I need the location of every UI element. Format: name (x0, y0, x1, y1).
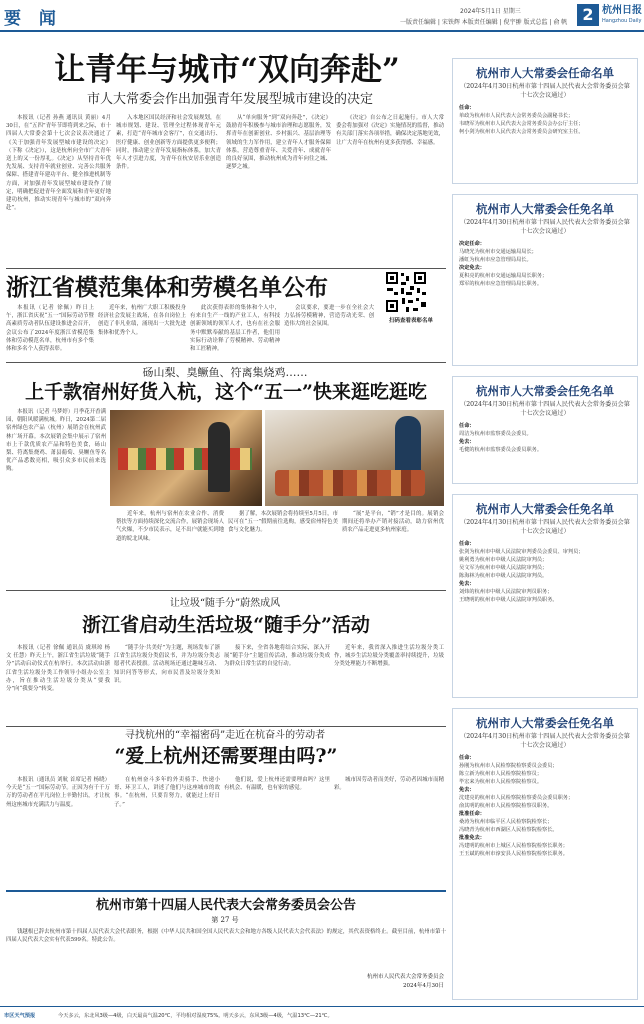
newspaper-logo-en: Hangzhou Daily (602, 18, 642, 24)
story1-headline: 让青年与城市“双向奔赴” (54, 52, 400, 88)
appointment-box-5 (452, 708, 638, 1000)
box-entry: 俞其明的杭州市人民检察院检察员职务。 (459, 803, 553, 809)
box-title: 杭州市人大常委会任免名单 (476, 384, 614, 398)
box-entry: 潘虹为杭州市应急管理局局长。 (459, 257, 532, 263)
box-heading: 任命： (459, 423, 475, 429)
story4-col-2: “随手分·共美好”为主题，现场发布了浙江省生活垃圾分类倡议书，并为垃圾分类志愿者代表授旗。活动现场还通过趣味互动、知识问答等形式，向市民普及垃圾分类知识。 (114, 645, 220, 684)
weather-label: 市区天气预报 (4, 1013, 36, 1019)
box-entry: 王晓明的杭州市中级人民法院审判员职务。 (459, 597, 558, 603)
box-subtitle: （2024年4月30日杭州市第十四届人民代表大会常务委员会第十七次会议通过） (460, 219, 630, 235)
box-subtitle: （2024年4月30日杭州市第十四届人民代表大会常务委员会第十七次会议通过） (460, 401, 630, 417)
qr-code[interactable] (384, 270, 428, 314)
story4-col-1: 本报讯（记者 徐佩 通讯员 虞琪琼 杨文 任慧）昨天上午，浙江省生活垃圾“随手分”活动启动仪式在杭举行。本次活动由浙江省生活垃圾分类工作领导小组办公室主办，旨在推动生活垃圾分类从“要我分”向“我要分”转变。 (6, 645, 110, 693)
story5-col-4: 城市因劳动者而美好，劳动者因城市而精彩。 (334, 777, 444, 792)
box-entry: 张剑为杭州市中级人民法院审判委员会委员、审判员； (459, 549, 584, 555)
market-photo-left (110, 410, 262, 506)
box-entry: 姚利勇为杭州市中级人民法院审判员； (459, 557, 548, 563)
box-body (459, 104, 631, 136)
story2-col-3: 此次获得表彰的集体和个人中，有来自生产一线的产业工人，有科技创新领域的领军人才，也有在社会服务中默默奉献的基层工作者，他们用实际行动诠释了劳模精神、劳动精神和工匠精神。 (190, 305, 280, 353)
notice-title: 杭州市第十四届人民代表大会常务委员会公告 (95, 898, 356, 913)
box-entry: 马晓光为杭州市交通运输局局长； (459, 249, 537, 255)
story4-kicker: 让垃圾“随手分”蔚然成风 (169, 598, 281, 609)
story4-headline: 浙江省启动生活垃圾“随手分”活动 (82, 614, 370, 636)
section-title: 要 闻 (4, 9, 62, 29)
story3-col-1: 本报讯（记者 马梦婷）月季花开香满园，朝阳风暖满杭城。昨日，2024第二届宿州绿色农产品（杭州）展销会在杭州武林广场开幕。本次展销会集中展示了宿州市上千款优质农产品和特色美食，砀山梨、符离集烧鸡、萧县葡萄、臭鳜鱼等名优产品悉数亮相，吸引众多市民前来选购。 (6, 409, 106, 473)
box-heading: 免去： (459, 581, 475, 587)
box-entry: 孙刚为杭州市人民检察院检察委员会委员； (459, 763, 558, 769)
box-entry: 吴文军为杭州市中级人民法院审判员； (459, 565, 548, 571)
story1-col-3: 从“单向服务”到“双向奔赴”，《决定》鼓励青年积极参与城市治理和志愿服务，发挥青年在创新创业、乡村振兴、基层治理等领域的生力军作用，建立青年人才服务保障体系，营造尊重青年、关爱青年、成就青年的良好氛围，推动杭州成为青年向往之城、逐梦之城。 (226, 115, 331, 171)
story2-headline: 浙江省模范集体和劳模名单公布 (6, 274, 328, 301)
story4-col-4: 近年来，我省深入推进生活垃圾分类工作，城乡生活垃圾分类覆盖率持续提升，垃圾分类处理能力不断增强。 (334, 645, 444, 668)
story3-kicker: 砀山梨、臭鳜鱼、符离集烧鸡…… (142, 366, 308, 379)
date-line: 2024年5月1日 星期三 (460, 8, 521, 15)
story1-col-4: 《决定》自公布之日起施行。市人大常委会将加强对《决定》实施情况的监督，推动有关部门落实各项举措，确保决定落地见效，让广大青年在杭州有更多获得感、幸福感。 (336, 115, 444, 146)
box-entry: 毛健的杭州市监察委员会委员职务。 (459, 447, 543, 453)
editor-line: 一版责任编辑 | 宋铁辉 本版责任编辑 | 倪宇翀 版式总监 | 俞 帆 (400, 19, 568, 26)
box-entry: 冯建明的杭州市上城区人民检察院检察长职务； (459, 843, 568, 849)
story5-col-1: 本报讯（通讯员 刘航 首席记者 杨晓）今天是“五一”国际劳动节。正因为有千千万万的劳动者在平凡岗位上辛勤付出，才让杭州这座城市充满活力与温度。 (6, 777, 110, 808)
box-entry: 冯晓青为杭州市西湖区人民检察院检察长。 (459, 827, 558, 833)
story3-col-2: 近年来，杭州与宿州在农业合作、消费帮扶等方面持续深化交流合作，展销会现场人气火爆，不少市民表示，足不出户就能买到地道的皖北风味。 (116, 511, 224, 542)
box-entry: 周洁为杭州市监察委员会委员。 (459, 431, 532, 437)
box-entry: 王玉斌的杭州市淳安县人民检察院检察长职务。 (459, 851, 568, 857)
box-title: 杭州市人大常委会任命名单 (476, 66, 614, 80)
box-entry: 柯小剑为杭州市人民代表大会常务委员会研究室主任。 (459, 129, 584, 135)
story2-col-2: 近年来，杭州广大职工积极投身经济社会发展主战场，在各自岗位上创造了非凡业绩，涌现出一大批先进集体和优秀个人。 (98, 305, 186, 336)
notice-signature: 杭州市人民代表大会常务委员会 (366, 974, 444, 980)
box-entry: 沈建亮的杭州市人民检察院检察委员会委员职务； (459, 795, 574, 801)
story3-col-4: “展”是平台，“销”才是目的。展销会期间还将举办产销对接活动，助力宿州优质农产品走进更多杭州家庭。 (342, 511, 444, 534)
box-title: 杭州市人大常委会任免名单 (476, 202, 614, 216)
story5-col-2: 在杭州奋斗多年的外卖骑手、快递小哥、环卫工人，讲述了他们与这座城市的故事。“在杭州，只要肯努力，就能过上好日子。” (114, 777, 220, 808)
appointment-box-2 (452, 194, 638, 366)
divider (6, 726, 446, 727)
story1-col-1: 本报讯（记者 孙燕 通讯员 黄丽）4月30日，在“五四”青年节即将到来之际，市十四届人大常委会第十七次会议表决通过了《关于加强青年发展型城市建设的决定》（下称《决定》），这是杭州向全市广大青年送上的又一份厚礼。《决定》从坚持青年优先发展、支持青年就业创业、完善公共服务保障、搭建青年建功平台、健全推进机制等方面，对加强青年发展型城市建设作了规定，明确把促进青年全面发展和青年更好地建功杭州，推动实现青年与城市的“双向奔赴”。 (6, 115, 111, 212)
box-title: 杭州市人大常委会任免名单 (476, 716, 614, 730)
appointment-box-3 (452, 376, 638, 484)
notice-date: 2024年4月30日 (403, 983, 444, 989)
story3-headline: 上千款宿州好货入杭，这个“五一”快来逛吃逛吃 (25, 381, 427, 403)
box-heading: 决定任命： (459, 241, 485, 247)
box-body (459, 754, 631, 858)
divider (6, 362, 446, 363)
box-heading: 任命： (459, 755, 475, 761)
box-heading: 任命： (459, 105, 475, 111)
qr-caption: 扫码查看表彰名单 (388, 318, 433, 324)
box-heading: 批准免去： (459, 835, 485, 841)
story4-col-3: 接下来，全省各地将结合实际，深入开展“随手分”主题宣传活动，推动垃圾分类成为群众日常生活的自觉行动。 (224, 645, 330, 668)
box-heading: 决定免去： (459, 265, 485, 271)
story5-headline: “爱上杭州还需要理由吗?” (114, 745, 338, 767)
appointment-box-1 (452, 58, 638, 184)
box-entry: 郑军的杭州市应急管理局局长职务。 (459, 281, 543, 287)
box-title: 杭州市人大常委会任免名单 (476, 502, 614, 516)
box-body (459, 540, 631, 604)
story1-col-2: 入本地区国民经济和社会发展规划，在城市规划、建设、管理全过程体现青年元素，打造“青年城市会客厅”，在交通出行、医疗健康、创业创新等方面提供更多便利；同时，推动建立青年发展指标体系，加大青年人才引进力度，为青年在杭安居乐业创造条件。 (116, 115, 221, 171)
market-photo-right (265, 410, 444, 506)
box-body (459, 240, 631, 288)
box-subtitle: （2024年4月30日杭州市第十四届人民代表大会常务委员会第十七次会议通过） (460, 733, 630, 749)
story5-kicker: 寻找杭州的“幸福密码”走近在杭奋斗的劳动者 (124, 730, 326, 741)
qr-code-icon (384, 270, 428, 314)
box-entry: 桑涛为杭州市临平区人民检察院检察长； (459, 819, 553, 825)
story2-col-1: 本报讯（记者 徐佩）昨日上午，浙江省庆祝“五一”国际劳动节暨高素质劳动者队伍建设推进会召开，会议公布了2024年度浙江省模范集体和劳动模范名单，杭州市有多个集体和多名个人获得表彰。 (6, 305, 94, 353)
notice-number: 第 27 号 (211, 916, 239, 924)
shopper-figure (208, 422, 230, 492)
notice-body: 钱越根已辞去杭州市第十四届人民代表大会代表职务，根据《中华人民共和国全国人民代表大会和地方各级人民代表大会代表法》的规定，其代表资格终止。截至目前，杭州市第十四届人民代表大会实有代表599名。特此公告。 (6, 929, 446, 944)
box-entry: 夏积亮的杭州市交通运输局局长职务； (459, 273, 548, 279)
stall-shelf (118, 448, 252, 470)
food-tray (275, 470, 425, 496)
story3-col-3: 据了解，本次展销会将持续至5月5日，市民可在“五一”假期前往选购，感受宿州特色美食与文化魅力。 (228, 511, 338, 534)
divider (6, 268, 446, 269)
newspaper-logo: 杭州日报 (602, 5, 642, 16)
box-heading: 免去： (459, 787, 475, 793)
box-heading: 任命： (459, 541, 475, 547)
box-entry: 韦晓军为杭州市人民代表大会常务委员会办公厅主任； (459, 121, 584, 127)
story5-col-3: 他们说，爱上杭州还需要理由吗？这里有机会、有温暖，也有家的感觉。 (224, 777, 330, 792)
box-subtitle: （2024年4月30日杭州市第十四届人民代表大会常务委员会第十七次会议通过） (460, 83, 630, 99)
story2-col-4: 会议要求，要进一步在全社会大力弘扬劳模精神，营造劳动光荣、创造伟大的社会氛围。 (284, 305, 374, 328)
box-entry: 刘炜的杭州市中级人民法院审判员职务； (459, 589, 553, 595)
masthead (0, 0, 644, 32)
box-body (459, 422, 631, 454)
box-entry: 陈立新为杭州市人民检察院检察员； (459, 771, 543, 777)
box-subtitle: （2024年4月30日杭州市第十四届人民代表大会常务委员会第十七次会议通过） (460, 519, 630, 535)
page-number: 2 (577, 4, 599, 26)
box-heading: 批准任命： (459, 811, 485, 817)
story1-subheadline: 市人大常委会作出加强青年发展型城市建设的决定 (86, 92, 373, 107)
box-entry: 陈海林为杭州市中级人民法院审判员。 (459, 573, 548, 579)
divider (6, 590, 446, 591)
box-entry: 毕宏来为杭州市人民检察院检察员。 (459, 779, 543, 785)
box-entry: 单政为杭州市人民代表大会常务委员会副秘书长； (459, 113, 574, 119)
appointment-box-4 (452, 494, 638, 698)
weather-text: 今天多云，东北风3级—4级，白天最高气温20℃，平均相对湿度75%。明天多云，东风3级—4级，气温13℃—21℃。 (58, 1013, 333, 1019)
weather-bar (0, 1006, 644, 1024)
divider (6, 890, 446, 892)
box-heading: 免去： (459, 439, 475, 445)
